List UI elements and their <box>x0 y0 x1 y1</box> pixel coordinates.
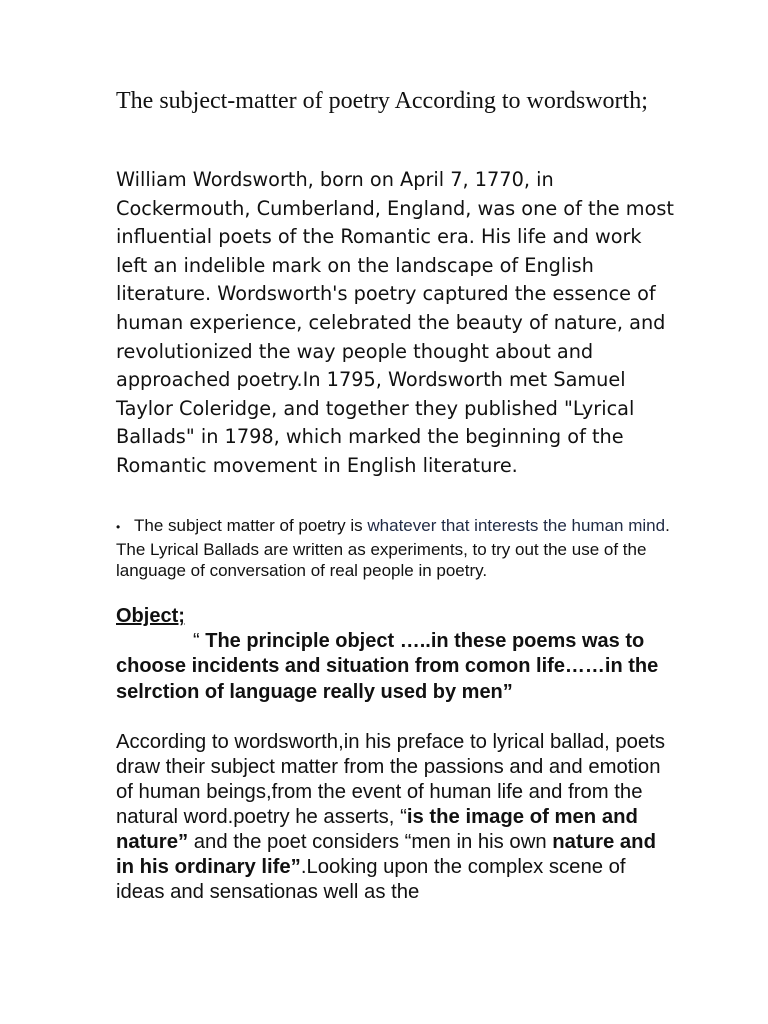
body-paragraph <box>116 730 676 905</box>
bullet-icon: • <box>116 520 121 534</box>
body-text-4-bold: nature and in his ordinary life” <box>116 831 656 878</box>
page-title: The subject-matter of poetry According to wordsworth; <box>116 88 648 114</box>
bullet-paragraph <box>116 515 676 582</box>
quote-text: The principle object …..in these poems was to choose incidents and situation from comon life……in the selrction of language really used by men” <box>116 630 659 703</box>
bullet-text-c: . The Lyrical Ballads are written as experiments, to try out the use of the language of conversation of real people in poetry. <box>116 516 670 580</box>
quote-paragraph <box>116 629 676 705</box>
bullet-text-a: The subject matter of poetry is <box>134 516 368 535</box>
object-heading: Object; <box>116 605 185 627</box>
body-text-2-bold: is the image of men and nature” <box>116 806 638 853</box>
body-text-1: According to wordsworth,in his preface to lyrical ballad, poets draw their subject matter from the passions and and emotion of human beings,from the event of human life and from the natural word.poetry he asserts, “ <box>116 731 665 828</box>
quote-open-mark: “ <box>193 630 200 652</box>
bullet-text-highlight: whatever that interests the human mind <box>367 516 666 535</box>
body-text-5: .Looking upon the complex scene of ideas and sensationas well as the <box>116 856 626 903</box>
body-text-3: and the poet considers “men in his own <box>188 831 553 853</box>
bio-paragraph: William Wordsworth, born on April 7, 1770, in Cockermouth, Cumberland, England, was one of the most influential poets of the Romantic era. His life and work left an indelible mark on the landscape of English literature. Wordsworth's poetry captured the essence of human experience, celebrated the beauty of nature, and revolutionized the way people thought about and approached poetry.In 1795, Wordsworth met Samuel Taylor Coleridge, and together they published "Lyrical Ballads" in 1798, which marked the beginning of the Romantic movement in English literature. <box>116 168 674 477</box>
